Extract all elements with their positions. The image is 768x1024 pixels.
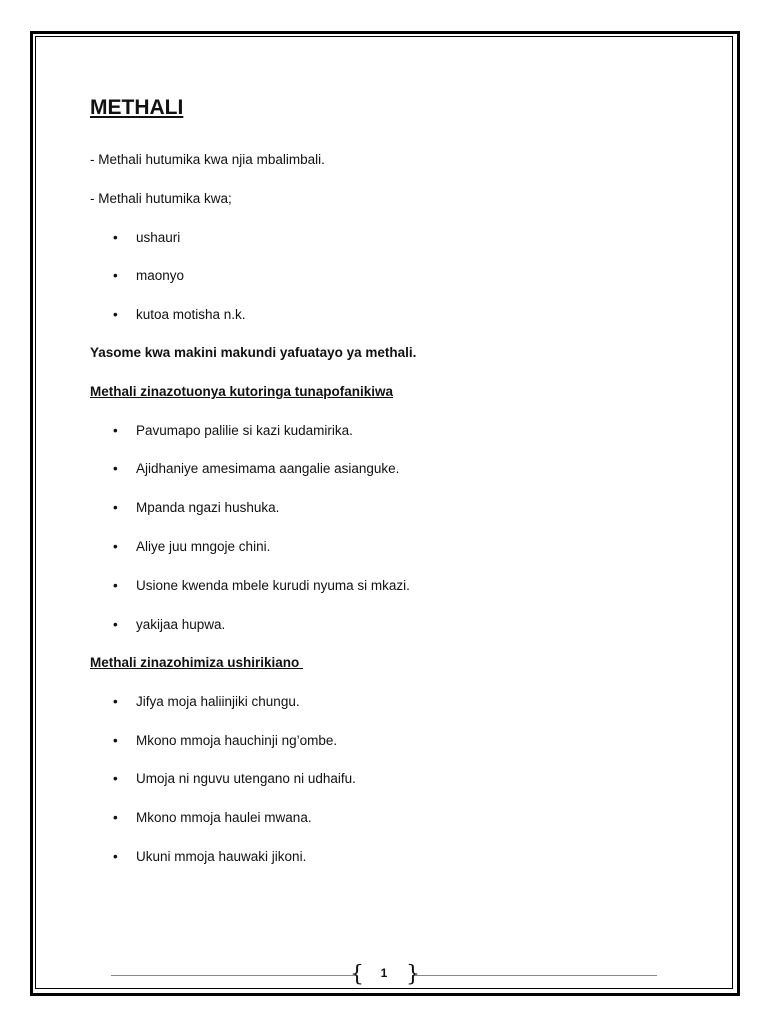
- right-brace-icon: }: [406, 962, 420, 987]
- bullet-icon: •: [113, 230, 118, 245]
- bullet-icon: •: [113, 307, 118, 322]
- bullet-icon: •: [113, 539, 118, 554]
- list-item-text: Umoja ni nguvu utengano ni udhaifu.: [136, 771, 356, 786]
- section-heading: Methali zinazohimiza ushirikiano: [90, 655, 304, 670]
- bullet-icon: •: [113, 733, 118, 748]
- list-item-text: kutoa motisha n.k.: [136, 307, 246, 322]
- intro-line: - Methali hutumika kwa;: [90, 191, 232, 206]
- footer-rule-left: [111, 975, 356, 976]
- list-item-text: Pavumapo palilie si kazi kudamirika.: [136, 423, 353, 438]
- bullet-icon: •: [113, 849, 118, 864]
- bullet-icon: •: [113, 771, 118, 786]
- list-item-text: yakijaa hupwa.: [136, 617, 226, 632]
- section-heading: Methali zinazotuonya kutoringa tunapofanikiwa: [90, 384, 394, 399]
- page-number: 1: [380, 966, 388, 980]
- bullet-icon: •: [113, 268, 118, 283]
- bullet-icon: •: [113, 694, 118, 709]
- list-item-text: Jifya moja haliinjiki chungu.: [136, 694, 300, 709]
- bullet-icon: •: [113, 500, 118, 515]
- document-title: METHALI: [90, 96, 184, 119]
- list-item-text: Ajidhaniye amesimama aangalie asianguke.: [136, 461, 400, 476]
- bullet-icon: •: [113, 810, 118, 825]
- list-item-text: Ukuni mmoja hauwaki jikoni.: [136, 849, 307, 864]
- list-item-text: Aliye juu mngoje chini.: [136, 539, 271, 554]
- bullet-icon: •: [113, 617, 118, 632]
- instruction-text: Yasome kwa makini makundi yafuatayo ya methali.: [90, 345, 417, 360]
- bullet-icon: •: [113, 578, 118, 593]
- footer-rule-right: [412, 975, 657, 976]
- list-item-text: Usione kwenda mbele kurudi nyuma si mkazi.: [136, 578, 410, 593]
- list-item-text: Mkono mmoja haulei mwana.: [136, 810, 312, 825]
- list-item-text: Mkono mmoja hauchinji ng’ombe.: [136, 733, 338, 748]
- intro-line: - Methali hutumika kwa njia mbalimbali.: [90, 152, 325, 167]
- list-item-text: ushauri: [136, 230, 181, 245]
- bullet-icon: •: [113, 461, 118, 476]
- bullet-icon: •: [113, 423, 118, 438]
- list-item-text: maonyo: [136, 268, 185, 283]
- left-brace-icon: {: [350, 962, 364, 987]
- list-item-text: Mpanda ngazi hushuka.: [136, 500, 280, 515]
